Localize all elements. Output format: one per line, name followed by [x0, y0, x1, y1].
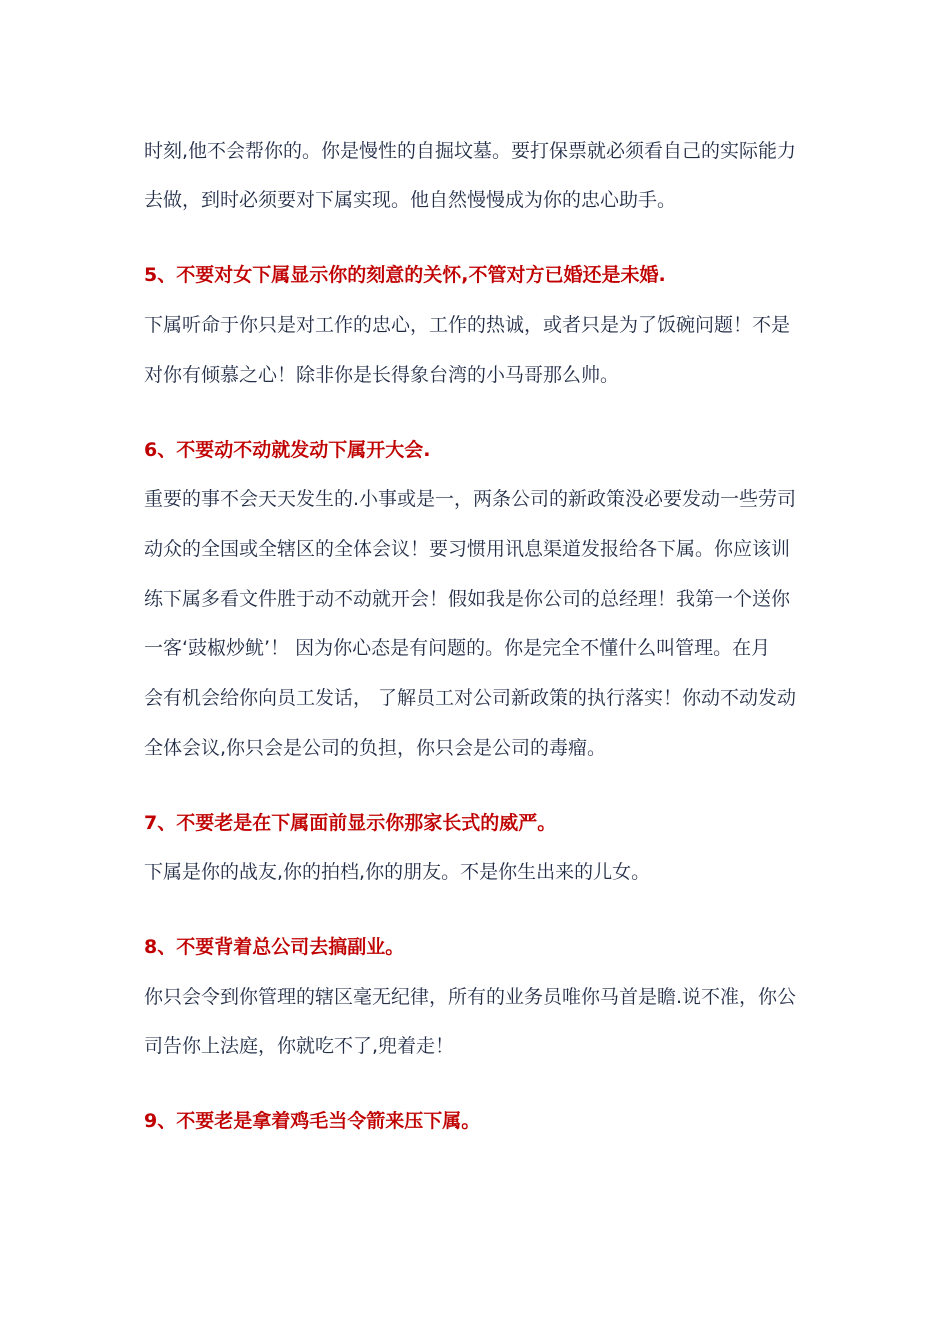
paragraph-line: 对你有倾慕之心！除非你是长得象台湾的小马哥那么帅。: [144, 364, 620, 386]
section-heading-7: 7、不要老是在下属面前显示你那家长式的威严。: [144, 812, 557, 834]
paragraph-line: 下属是你的战友,你的拍档,你的朋友。不是你生出来的儿女。: [144, 861, 651, 883]
section-heading-6: 6、不要动不动就发动下属开大会.: [144, 439, 431, 461]
paragraph-line: 你只会令到你管理的辖区毫无纪律，所有的业务员唯你马首是瞻.说不准，你公: [144, 986, 797, 1008]
paragraph-line: 动众的全国或全辖区的全体会议！要习惯用讯息渠道发报给各下属。你应该训: [144, 538, 791, 560]
paragraph-line: 会有机会给你向员工发话， 了解员工对公司新政策的执行落实！你动不动发动: [144, 687, 797, 709]
paragraph-line: 去做，到时必须要对下属实现。他自然慢慢成为你的忠心助手。: [144, 189, 677, 211]
section-heading-8: 8、不要背着总公司去搞副业。: [144, 936, 405, 958]
section-heading-9: 9、不要老是拿着鸡毛当令箭来压下属。: [144, 1110, 481, 1132]
paragraph-line: 时刻,他不会帮你的。你是慢性的自掘坟墓。要打保票就必须看自己的实际能力: [144, 140, 797, 162]
paragraph-line: 重要的事不会天天发生的.小事或是一，两条公司的新政策没必要发动一些劳司: [144, 488, 797, 510]
paragraph-line: 一客‘豉椒炒鱿’！ 因为你心态是有问题的。你是完全不懂什么叫管理。在月: [144, 637, 771, 659]
paragraph-line: 下属听命于你只是对工作的忠心，工作的热诚，或者只是为了饭碗问题！不是: [144, 314, 791, 336]
paragraph-line: 全体会议,你只会是公司的负担，你只会是公司的毒瘤。: [144, 737, 607, 759]
paragraph-line: 练下属多看文件胜于动不动就开会！假如我是你公司的总经理！我第一个送你: [144, 588, 791, 610]
paragraph-line: 司告你上法庭，你就吃不了,兜着走！: [144, 1035, 455, 1057]
section-heading-5: 5、不要对女下属显示你的刻意的关怀,不管对方已婚还是未婚.: [144, 264, 666, 286]
